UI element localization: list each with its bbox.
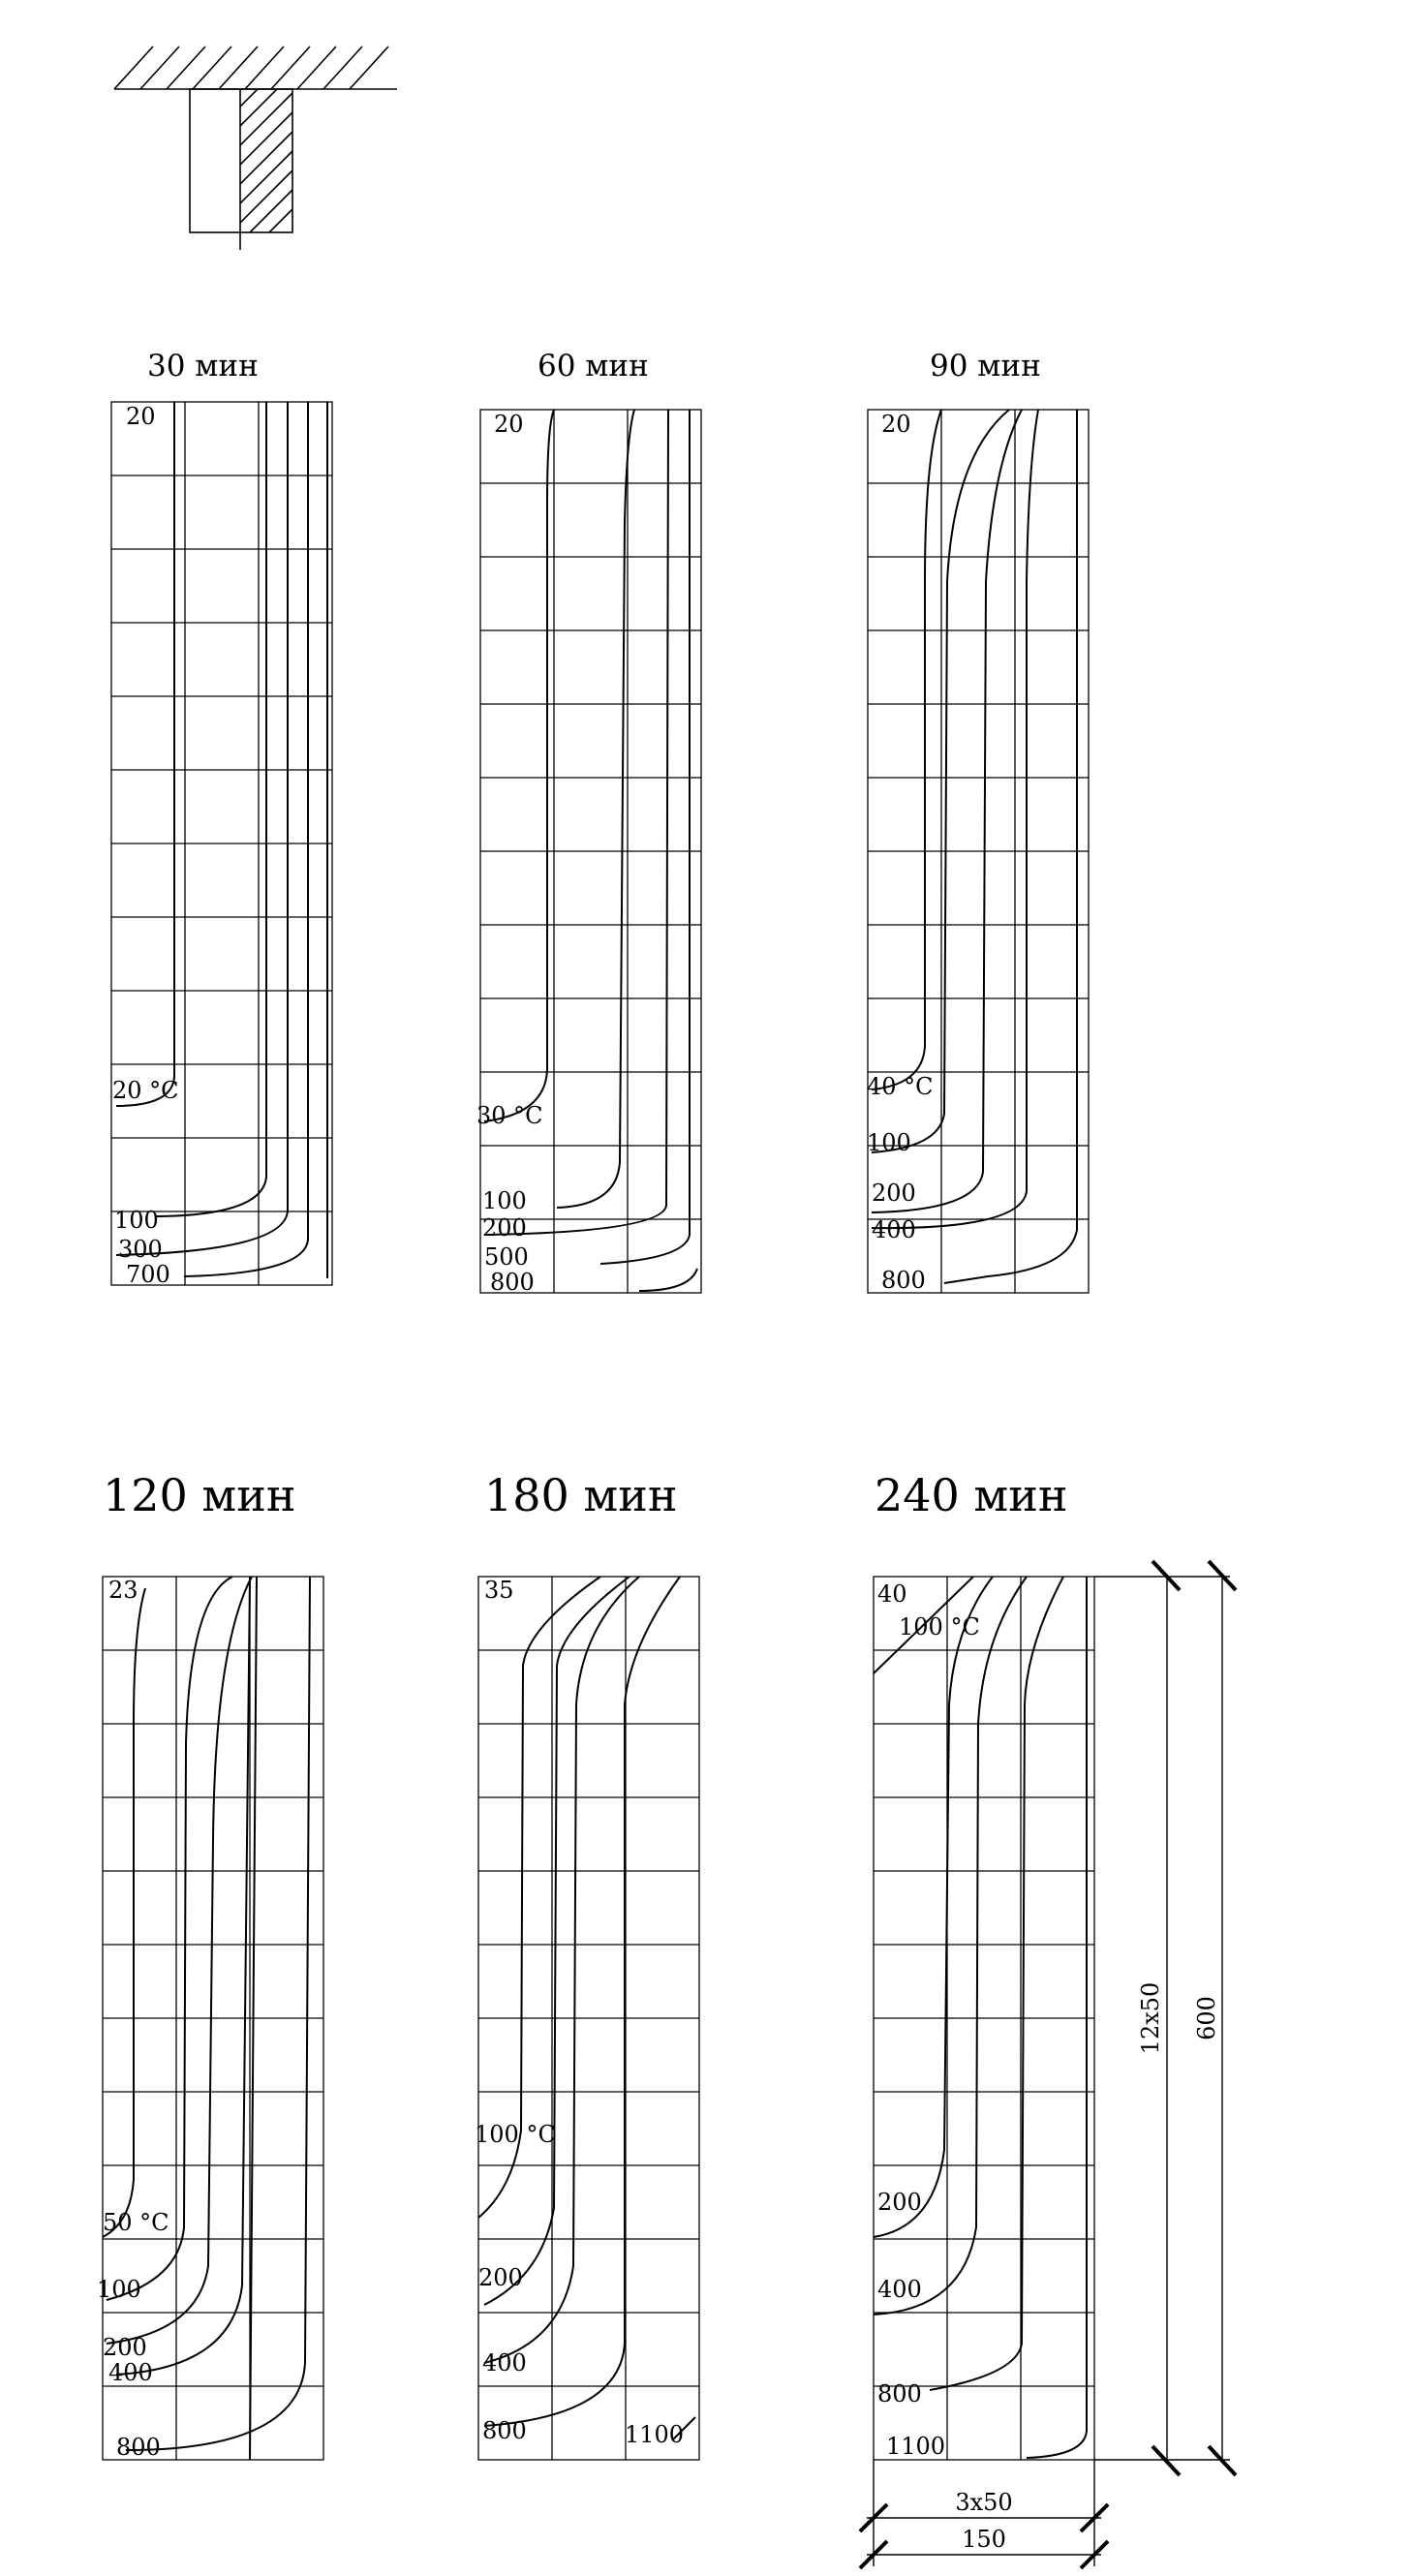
panel-grid [103, 1577, 323, 2460]
isotherm-label: 100 [97, 2276, 141, 2303]
isotherm-label: 300 [118, 1236, 163, 1263]
panel-grid [868, 410, 1089, 1293]
panel-90-min [867, 349, 1089, 1294]
isotherm-label: 20 °C [112, 1077, 179, 1104]
panel-240-min [860, 1469, 1236, 2568]
dimension-label-total-height: 600 [1193, 1996, 1220, 2040]
isotherm-label: 20 [126, 403, 156, 430]
dimension-label-grid-height: 12x50 [1137, 1981, 1164, 2055]
isotherm-label: 100 [867, 1129, 911, 1156]
beam-section-outline [190, 89, 292, 232]
isotherm-label: 20 [881, 411, 911, 438]
isotherm-label: 100 °C [899, 1613, 980, 1641]
isotherm-label: 500 [484, 1243, 529, 1271]
panel-30-min [111, 349, 332, 1288]
isotherm-label: 20 [494, 411, 524, 438]
isotherm-label: 800 [881, 1267, 926, 1294]
panel-title: 90 мин [930, 349, 1041, 383]
isotherm-label: 800 [877, 2380, 922, 2407]
isotherm-label: 200 [103, 2334, 147, 2361]
isotherm-label: 40 °C [867, 1073, 934, 1100]
isotherms [478, 1577, 695, 2440]
isotherm-label: 700 [126, 1261, 170, 1288]
panel-180-min [475, 1469, 699, 2460]
panel-title: 30 мин [147, 349, 259, 383]
isotherm-label: 200 [877, 2189, 922, 2216]
isotherm-label: 400 [872, 1216, 916, 1243]
isotherms [484, 410, 697, 1291]
isotherm-label: 800 [490, 1269, 535, 1296]
beam-schematic [114, 46, 397, 250]
isotherm-label: 30 °C [476, 1102, 543, 1129]
isotherm-label: 100 [482, 1187, 527, 1214]
panel-grid [111, 402, 332, 1285]
isotherm-label: 1100 [886, 2433, 946, 2460]
isotherm-label: 23 [108, 1577, 138, 1604]
panel-title: 120 мин [103, 1469, 296, 1521]
isotherm-label: 40 [877, 1580, 907, 1608]
isotherm-label: 200 [482, 1214, 527, 1242]
isotherm-label: 800 [116, 2434, 161, 2461]
isotherms [874, 1577, 1087, 2458]
isotherm-label: 50 °C [103, 2209, 169, 2236]
isotherm-label: 400 [108, 2359, 153, 2386]
isotherm-label: 35 [484, 1577, 514, 1604]
isotherm-label: 800 [482, 2417, 527, 2444]
panel-120-min [97, 1469, 323, 2461]
isotherm-label: 400 [877, 2276, 922, 2303]
panel-title: 180 мин [484, 1469, 678, 1521]
isotherm-label: 200 [478, 2264, 523, 2291]
panel-title: 240 мин [875, 1469, 1068, 1521]
isotherm-label: 100 [114, 1207, 159, 1234]
dimension-lines [860, 1561, 1236, 2568]
panel-grid [874, 1577, 1094, 2460]
isotherms [116, 402, 327, 1278]
isotherm-label: 200 [872, 1180, 916, 1207]
ceiling-hatching [114, 46, 397, 89]
isotherm-label: 1100 [625, 2421, 685, 2448]
panel-title: 60 мин [538, 349, 649, 383]
dimension-label-total-width: 150 [962, 2526, 1006, 2553]
beam-section-hatching [240, 89, 292, 232]
panel-60-min [476, 349, 701, 1296]
panel-grid [478, 1577, 699, 2460]
isotherm-label: 400 [482, 2349, 527, 2377]
isotherm-label: 100 °C [475, 2121, 556, 2148]
dimension-label-grid-width: 3x50 [955, 2489, 1013, 2516]
